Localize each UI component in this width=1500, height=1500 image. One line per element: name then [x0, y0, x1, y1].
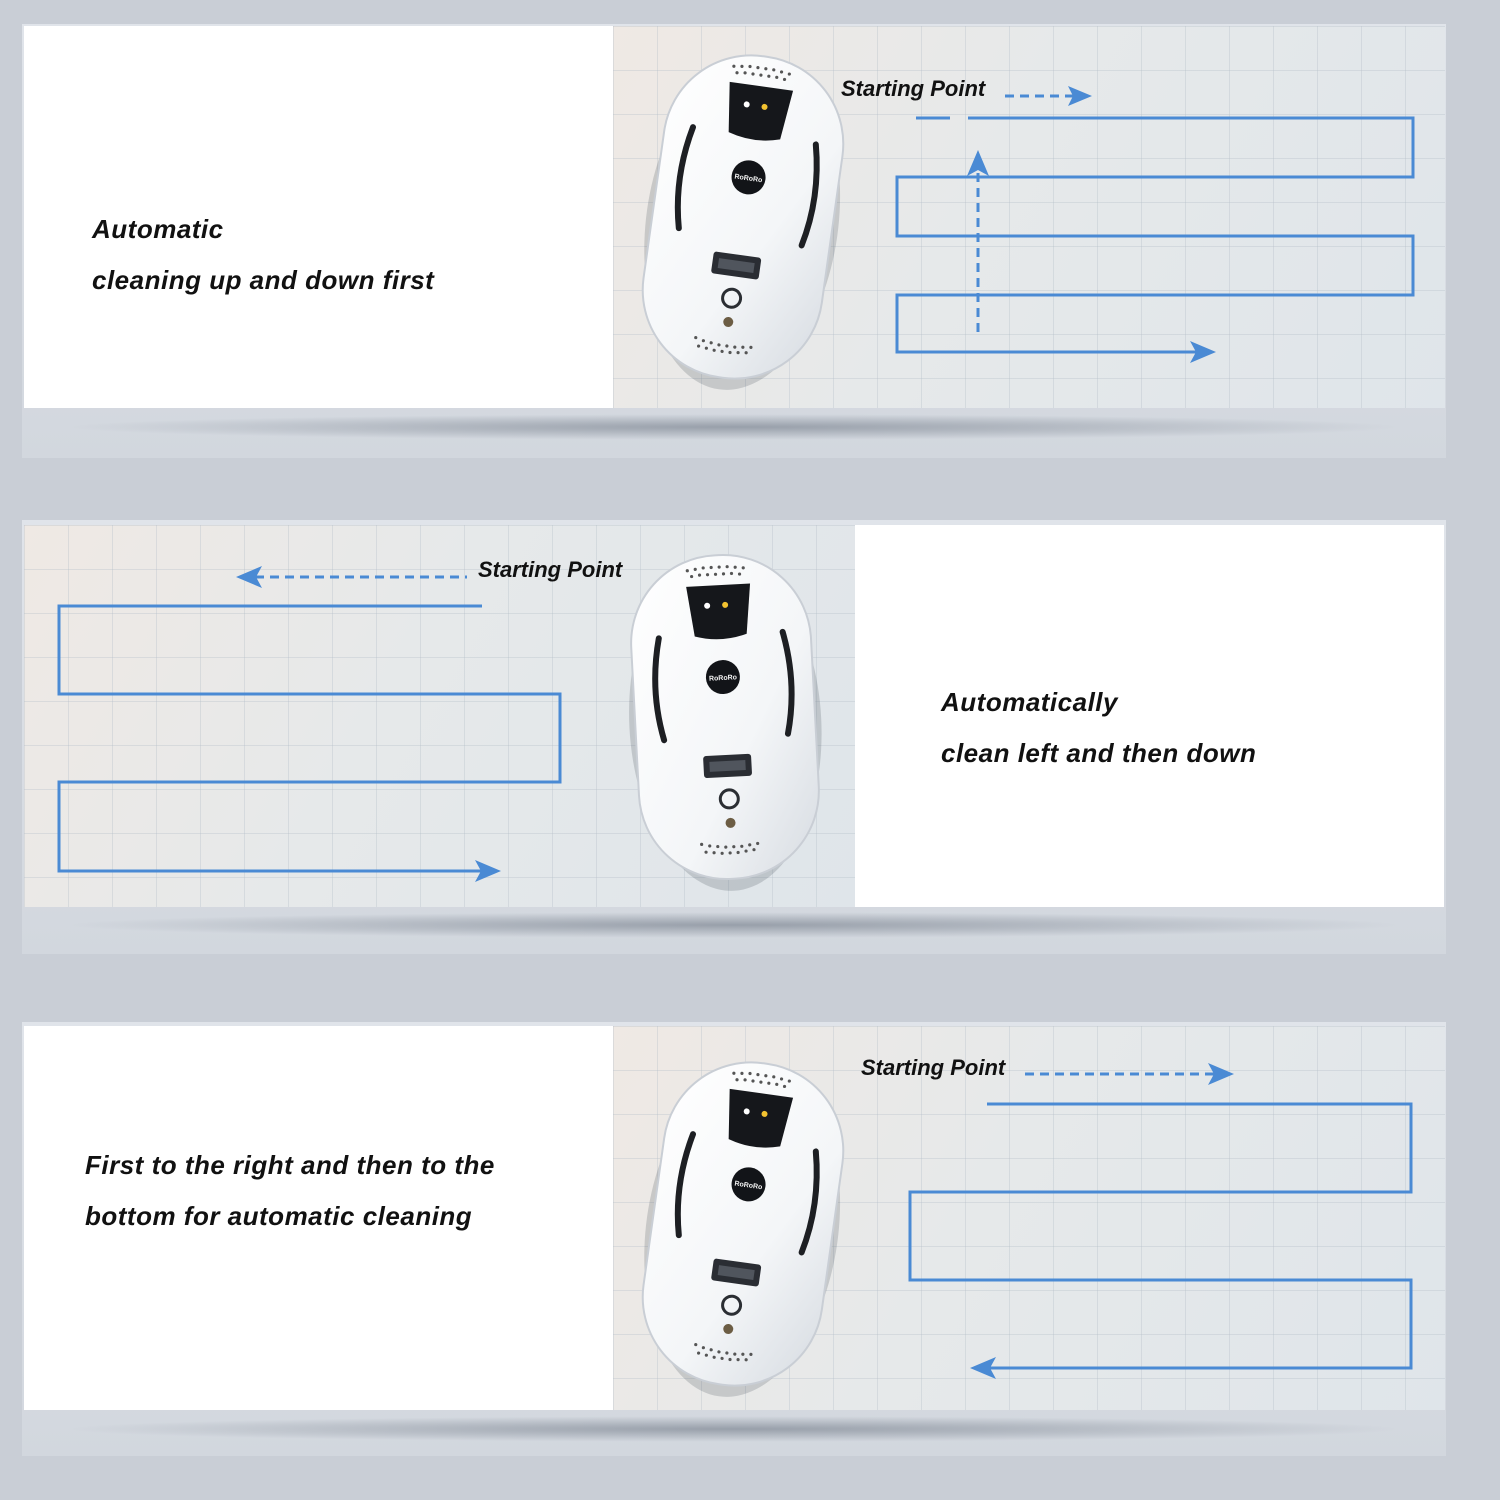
panel-3-robot	[624, 1050, 861, 1409]
panel-3-starting-point-label: Starting Point	[861, 1055, 1006, 1080]
panel-1-arrows	[967, 86, 1216, 363]
panel-3-caption-line-2: bottom for automatic cleaning	[85, 1201, 473, 1231]
panel-3-arrows	[970, 1063, 1234, 1379]
panel-1-cleaning-path	[897, 96, 1413, 352]
panel-3-caption-line-1: First to the right and then to the	[85, 1150, 495, 1180]
panel-1-caption-line-1: Automatic	[92, 214, 224, 244]
panel-1-robot	[624, 43, 861, 402]
panel-1-starting-point-label: Starting Point	[841, 76, 986, 101]
panel-2-caption-line-2: clean left and then down	[941, 738, 1257, 768]
arrow-up-icon	[967, 150, 989, 176]
panel-2-caption-line-1: Automatically	[941, 687, 1118, 717]
panel-2-cleaning-path	[59, 577, 560, 871]
panel-2-starting-point-label: Starting Point	[478, 557, 623, 582]
panel-2-robot	[621, 550, 830, 896]
panel-3-cleaning-path	[910, 1074, 1411, 1368]
panel-1-caption-line-2: cleaning up and down first	[92, 265, 435, 295]
panel-2-arrows	[236, 566, 501, 882]
